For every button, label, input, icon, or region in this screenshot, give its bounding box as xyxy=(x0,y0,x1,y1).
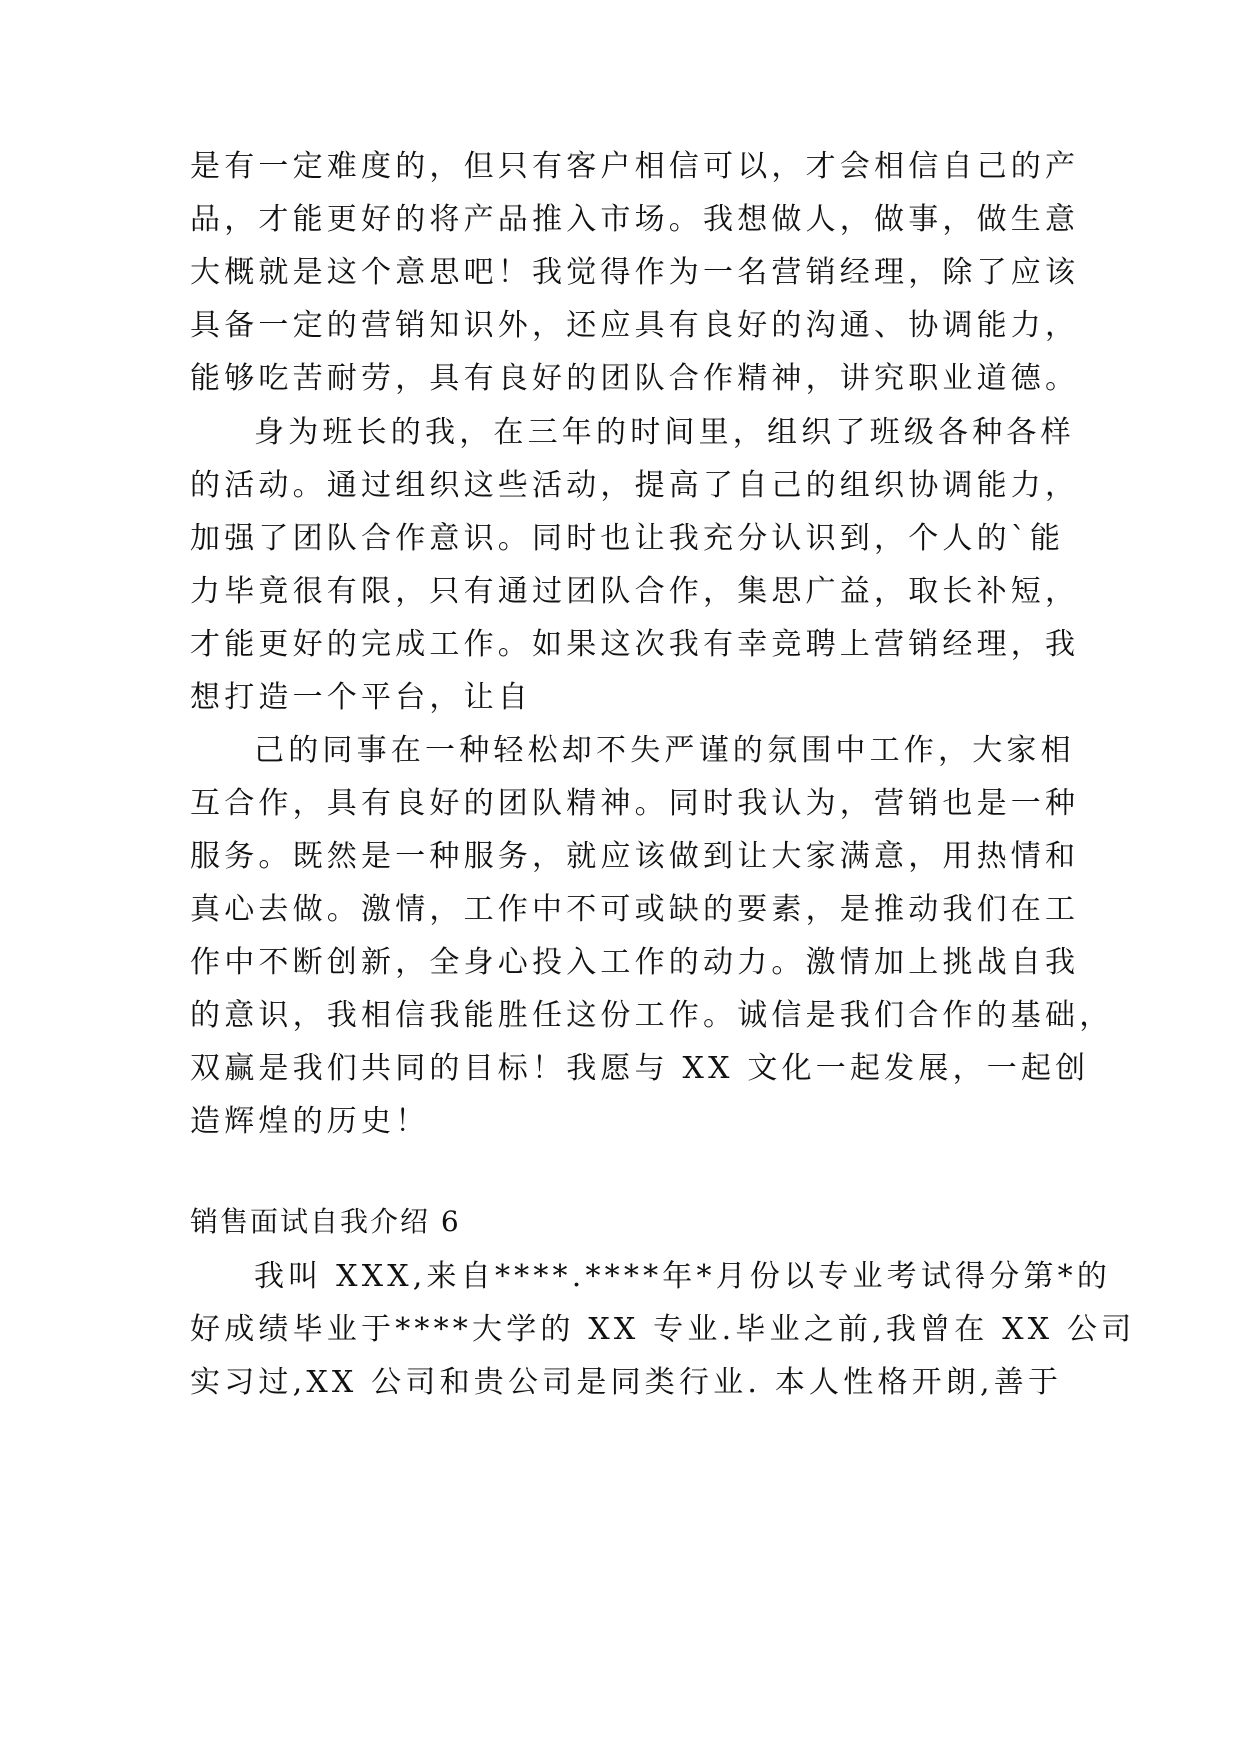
text-line: 品，才能更好的将产品推入市场。我想做人，做事，做生意 xyxy=(190,202,1080,237)
text-line: 能够吃苦耐劳，具有良好的团队合作精神，讲究职业道德。 xyxy=(190,361,1080,396)
paragraph-first-line: 我叫 XXX,来自****.****年*月份以专业考试得分第*的 xyxy=(254,1259,1112,1294)
paragraph-first-line: 己的同事在一种轻松却不失严谨的氛围中工作，大家相 xyxy=(254,733,1075,768)
text-line: 好成绩毕业于****大学的 XX 专业.毕业之前,我曾在 XX 公司 xyxy=(190,1312,1136,1347)
text-line: 作中不断创新，全身心投入工作的动力。激情加上挑战自我 xyxy=(190,945,1080,980)
paragraph-first-line: 身为班长的我，在三年的时间里，组织了班级各种各样 xyxy=(254,415,1075,450)
text-line: 加强了团队合作意识。同时也让我充分认识到，个人的`能 xyxy=(190,521,1065,556)
text-line: 力毕竟很有限，只有通过团队合作，集思广益，取长补短， xyxy=(190,574,1080,609)
section-heading: 销售面试自我介绍 6 xyxy=(190,1205,461,1238)
text-line: 服务。既然是一种服务，就应该做到让大家满意，用热情和 xyxy=(190,839,1080,874)
text-line: 的意识，我相信我能胜任这份工作。诚信是我们合作的基础， xyxy=(190,998,1114,1033)
text-line: 具备一定的营销知识外，还应具有良好的沟通、协调能力， xyxy=(190,308,1080,343)
text-line: 双赢是我们共同的目标！我愿与 XX 文化一起发展，一起创 xyxy=(190,1051,1090,1086)
text-line: 互合作，具有良好的团队精神。同时我认为，营销也是一种 xyxy=(190,786,1080,821)
text-line: 大概就是这个意思吧！我觉得作为一名营销经理，除了应该 xyxy=(190,255,1080,290)
text-line: 的活动。通过组织这些活动，提高了自己的组织协调能力， xyxy=(190,468,1080,503)
text-line: 造辉煌的历史！ xyxy=(190,1104,430,1139)
text-line: 真心去做。激情，工作中不可或缺的要素，是推动我们在工 xyxy=(190,892,1080,927)
text-line: 实习过,XX 公司和贵公司是同类行业. 本人性格开朗,善于 xyxy=(190,1365,1063,1400)
text-line: 才能更好的完成工作。如果这次我有幸竞聘上营销经理，我 xyxy=(190,627,1080,662)
text-line: 想打造一个平台，让自 xyxy=(190,680,532,715)
text-line: 是有一定难度的，但只有客户相信可以，才会相信自己的产 xyxy=(190,149,1080,184)
